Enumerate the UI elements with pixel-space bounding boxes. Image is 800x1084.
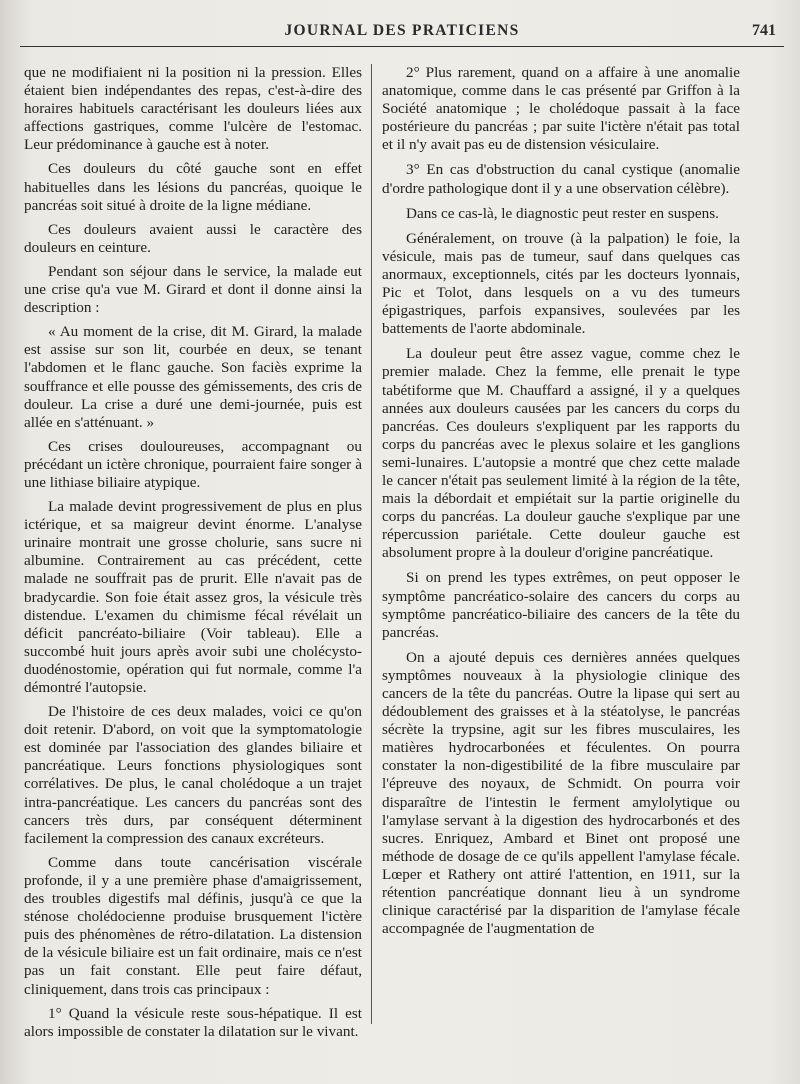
journal-title: JOURNAL DES PRATICIENS	[284, 22, 520, 39]
column-divider	[371, 64, 372, 1024]
paragraph: Si on prend les types extrêmes, on peut opposer le symptôme pancréatico-solaire des cancers du corps au symptôme pancréatico-biliaire des cancers de la tête du pancréas.	[382, 569, 740, 641]
running-header	[20, 22, 784, 47]
quoted-paragraph: « Au moment de la crise, dit M. Girard, la malade est assise sur son lit, courbée en deux, se tenant l'abdomen et le flanc gauche. Son faciès exprime la souffrance et elle pousse des gémissements, des cris de douleur. La crise a duré une demi-journée, puis est allée en s'atténuant. »	[24, 323, 362, 431]
paragraph: Ces crises douloureuses, accompagnant ou précédant un ictère chronique, pourraient faire songer à une lithiase biliaire atypique.	[24, 437, 362, 491]
paragraph: 1° Quand la vésicule reste sous-hépatique. Il est alors impossible de constater la dilatation sur le vivant.	[24, 1004, 362, 1040]
paragraph: Pendant son séjour dans le service, la malade eut une crise qu'a vue M. Girard et dont il donne ainsi la description :	[24, 262, 362, 317]
paragraph: De l'histoire de ces deux malades, voici ce qu'on doit retenir. D'abord, on voit que la symptomatologie est dominée par l'association des glandes biliaire et pancréatique. Leurs fonctions physiologiques sont corrélatives. De plus, le canal cholédoque a un trajet intra-pancréatique. Les cancers du pancréas sont des cancers très durs, par conséquent déterminent facilement la compression des canaux excréteurs.	[24, 703, 362, 847]
paragraph: Comme dans toute cancérisation viscérale profonde, il y a une première phase d'amaigrissement, des troubles digestifs mal définis, jusqu'à ce que la sténose cholédocienne produise brusquement l'ictère puis des phénomènes de rétro-dilatation. La distension de la vésicule biliaire est un fait ordinaire, mais ce n'est pas un fait constant. Elle peut faire défaut, cliniquement, dans trois cas principaux :	[24, 853, 362, 998]
paragraph: 2° Plus rarement, quand on a affaire à une anomalie anatomique, comme dans le cas présenté par Griffon à la Société anatomique ; le cholédoque passait à la face postérieure du pancréas ; par suite l'ictère n'était pas total et il n'y avait pas eu de distension vésiculaire.	[382, 64, 740, 154]
paragraph: que ne modifiaient ni la position ni la pression. Elles étaient bien indépendantes des repas, c'est-à-dire des horaires habituels caractérisant les douleurs liées aux affections gastriques, comme l'ulcère de l'estomac. Leur prédominance à gauche est à noter.	[24, 64, 362, 154]
paragraph: La douleur peut être assez vague, comme chez le premier malade. Chez la femme, elle prenait le type tabétiforme que M. Chauffard a assigné, il y a quelques années aux douleurs causées par les cancers du corps du pancréas. Ces douleurs s'expliquent par les rapports du corps du pancréas avec le plexus solaire et les ganglions semi-lunaires. L'autopsie a montré que chez cette malade le cancer n'était pas seulement limité à la région de la tête, mais la débordait et empiétait sur la partie originelle du corps du pancréas. La douleur gauche s'explique par une répercussion pariétale. Cette douleur gauche est absolument propre à la douleur d'origine pancréatique.	[382, 345, 740, 562]
right-text-column	[382, 64, 740, 945]
paragraph: 3° En cas d'obstruction du canal cystique (anomalie d'ordre pathologique dont il y a une observation célèbre).	[382, 161, 740, 197]
left-text-column	[24, 64, 362, 1047]
paragraph: On a ajouté depuis ces dernières années quelques symptômes nouveaux à la physiologie clinique des cancers de la tête du pancréas. Outre la lipase qui sert au dédoublement des graisses et à la stéatolyse, le pancréas sécrète la trypsine, agit sur les fibres musculaires, les matières hydrocarbonées et féculentes. On pourra constater la non-digestibilité de la fibre musculaire par l'épreuve des noyaux, de Schmidt. On pourra voir disparaître de l'intestin le ferment amylolytique ou l'amylase servant à la digestion des hydrocarbonés et des sucres. Enriquez, Ambard et Binet ont proposé une méthode de dosage de ce qu'ils appellent l'amylase fécale. Lœper et Rathery ont attiré l'attention, en 1911, sur la rétention pancréatique donnant lieu à un syndrome clinique caractérisé par la disparition de l'amylase fécale accompagnée de l'augmentation de	[382, 648, 740, 938]
paragraph: Dans ce cas-là, le diagnostic peut rester en suspens.	[406, 204, 719, 222]
paragraph: La malade devint progressivement de plus en plus ictérique, et sa maigreur devint énorme. L'analyse urinaire montrait une grosse cholurie, sans sucre ni albumine. Contrairement au cas précédent, cette malade ne souffrait pas de prurit. Elle n'avait pas de bradycardie. Son foie était assez gros, la vésicule très distendue. L'examen du chimisme fécal révélait un déficit pancréato-biliaire (Voir tableau). Elle a succombé huit jours après avoir subi une cholécysto-duodénostomie, opération qui fut normale, comme l'a démontré l'autopsie.	[24, 498, 362, 696]
paragraph: Ces douleurs avaient aussi le caractère des douleurs en ceinture.	[24, 220, 362, 256]
paragraph: Généralement, on trouve (à la palpation) le foie, la vésicule, mais pas de tumeur, sauf dans quelques cas anormaux, exceptionnels, cités par les docteurs lyonnais, Pic et Tolot, dans lesquels on a vu des tumeurs épigastriques, parfois expansives, soulevées par les battements de l'aorte abdominale.	[382, 229, 740, 338]
paragraph: Ces douleurs du côté gauche sont en effet habituelles dans les lésions du pancréas, quoique le pancréas soit situé à droite de la ligne médiane.	[24, 160, 362, 214]
page-number: 741	[752, 22, 776, 39]
